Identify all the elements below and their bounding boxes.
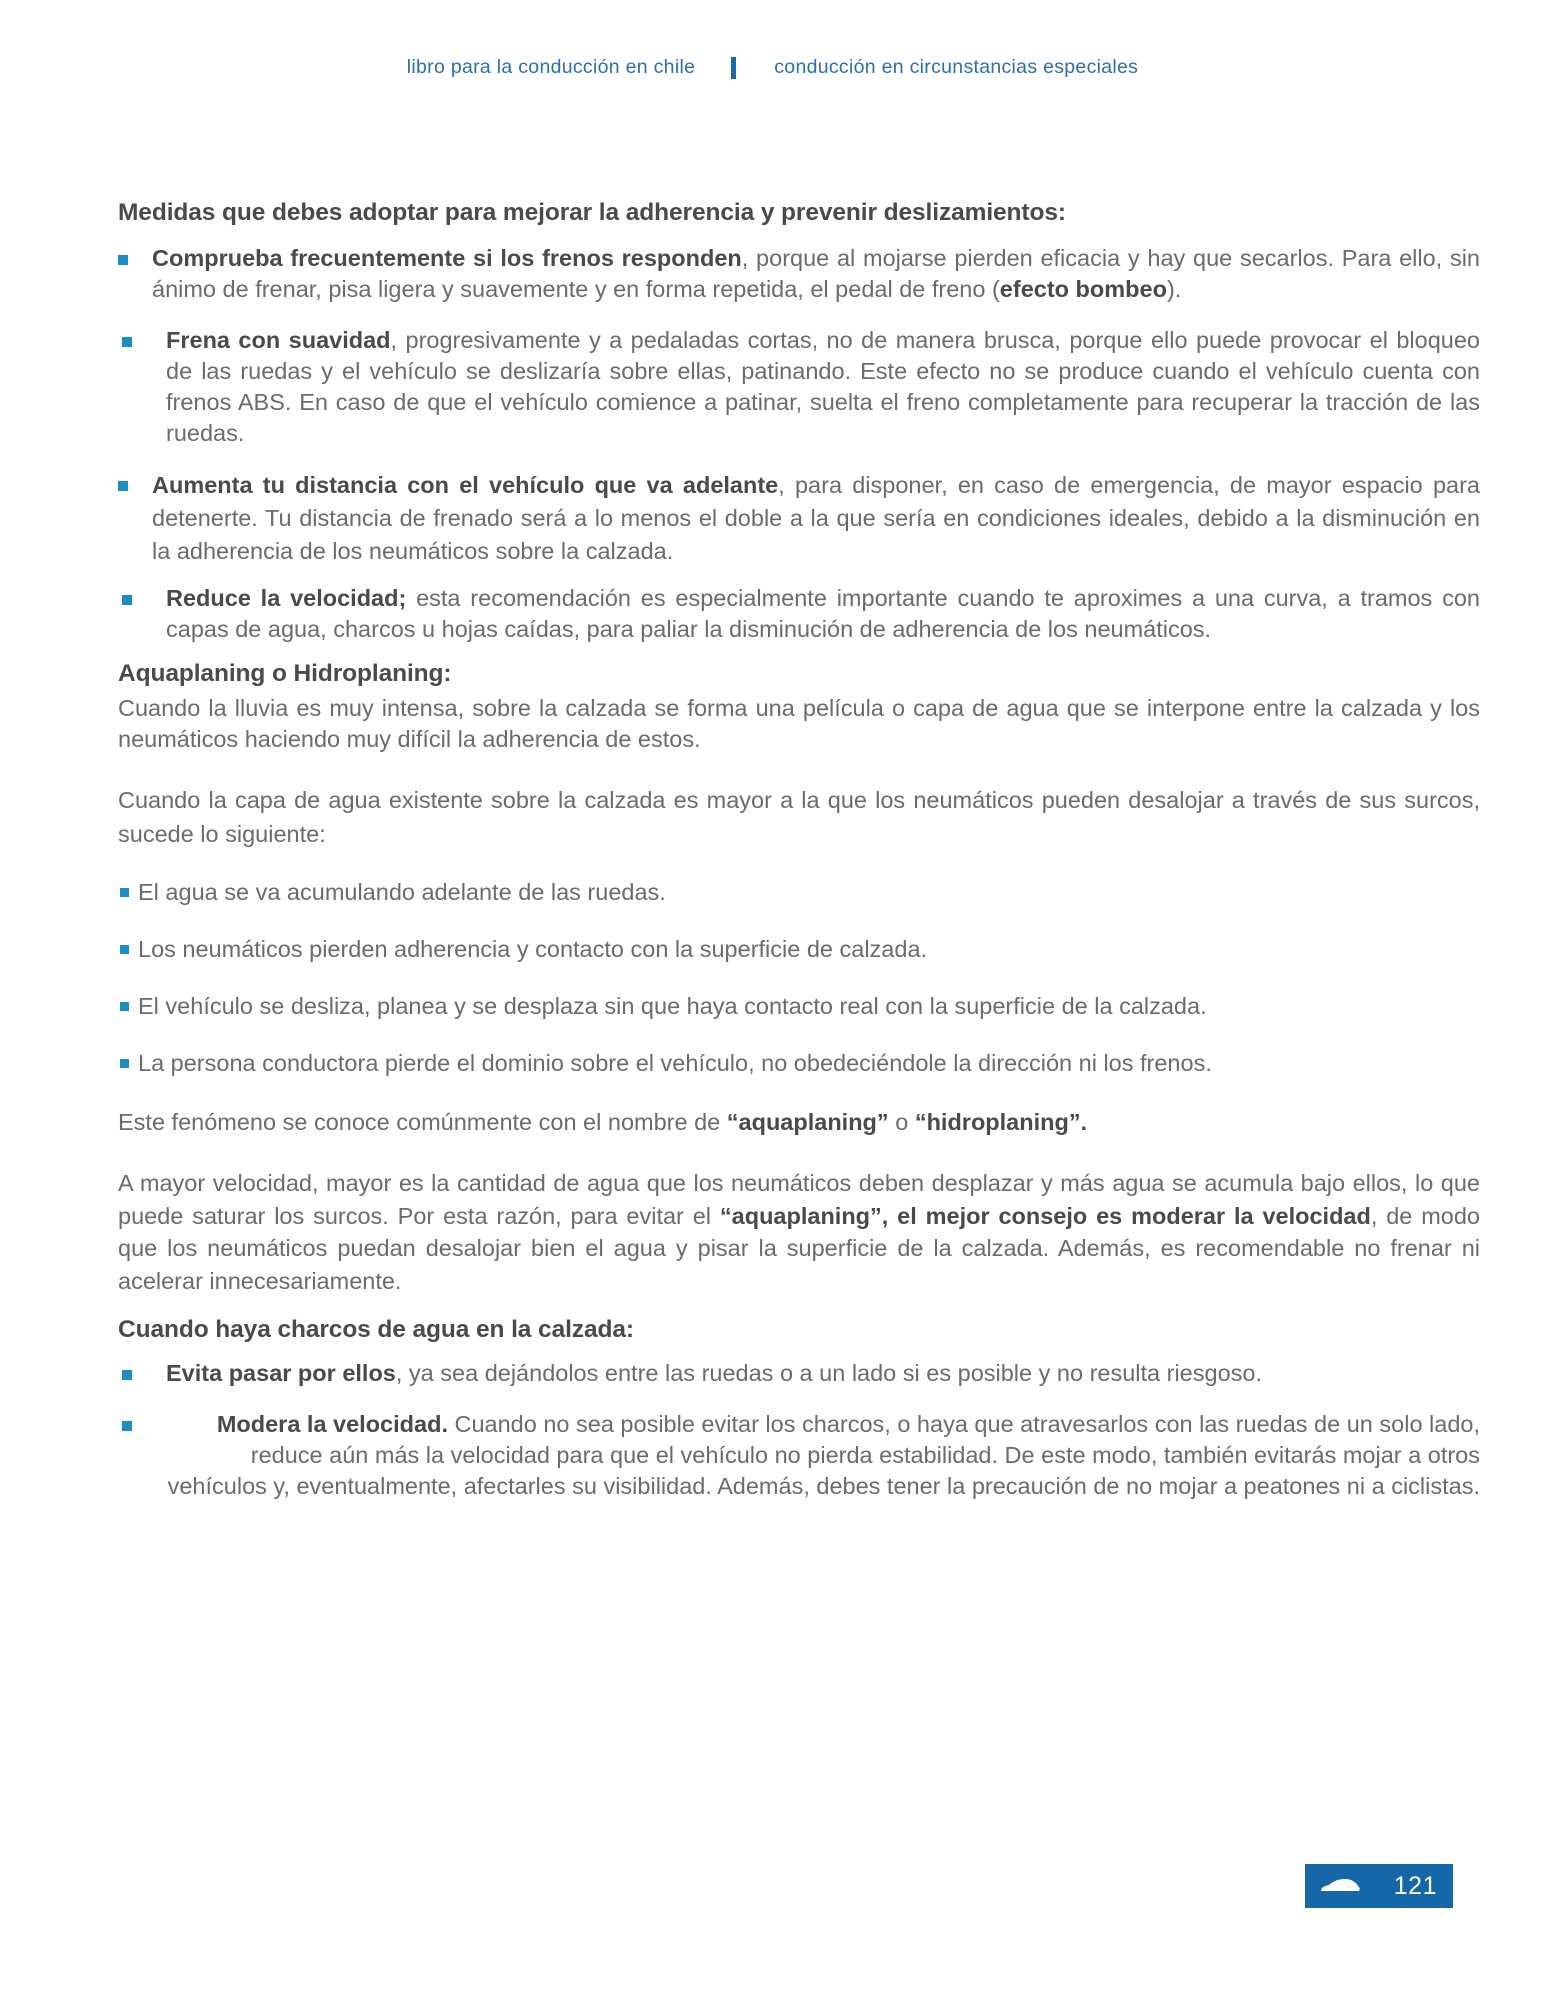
header-book-title: libro para la conducción en chile — [406, 56, 696, 78]
bullet-text: esta recomendación es especialmente importante cuando te aproximes a una curva, a tramos con capas de agua, charcos u hojas caídas, para paliar la disminución de adherencia de los neumáticos. — [166, 584, 1480, 642]
bullet-lead-bold: Modera la velocidad. — [216, 1410, 448, 1437]
bullet-tail: ). — [1166, 275, 1182, 302]
bullet-lead-bold: Reduce la velocidad; — [166, 584, 407, 611]
bullet-text: , progresivamente y a pedaladas cortas, no de manera brusca, porque ello puede provocar el bloqueo de las ruedas y el vehículo se deslizaría sobre ellas, patinando. Este efecto no se produce cuando el vehículo cuenta con frenos ABS. En caso de que el vehículo comience a patinar, suelta el freno completamente para recuperar la tracción de las ruedas. — [166, 326, 1480, 446]
bullet-inline-bold: efecto bombeo — [999, 275, 1167, 302]
para4-tail: , de modo que los neumáticos puedan desalojar bien el agua y pisar la superficie de la calzada. Además, es recomendable no frenar ni acelerar innecesariamente. — [118, 1202, 1480, 1294]
aquaplaning-para-1: Cuando la lluvia es muy intensa, sobre la calzada se forma una película o capa de agua que se interpone entre la calzada y los neumáticos haciendo muy difícil la adherencia de estos. — [118, 695, 1480, 752]
page-number-badge — [1305, 1864, 1453, 1908]
bullet-text: , para disponer, en caso de emergencia, de mayor espacio para detenerte. Tu distancia de frenado será a lo menos el doble a la que sería en condiciones ideales, debido a la disminución en la adherencia de los neumáticos sobre la calzada. — [152, 471, 1480, 565]
list-item — [118, 1358, 1480, 1389]
charcos-list — [118, 1358, 1480, 1502]
bullet-lead-bold: Evita pasar por ellos — [166, 1359, 396, 1386]
list-item — [118, 243, 1480, 305]
list-item — [118, 325, 1480, 449]
aquaplaning-effects-list — [118, 877, 1480, 1079]
list-item — [118, 469, 1480, 569]
para3-mid: o — [888, 1108, 915, 1135]
bullet-lead-bold: Frena con suavidad — [166, 326, 391, 353]
para4-pre: A mayor velocidad, mayor es la cantidad de agua que los neumáticos deben desplazar y más agua se acumula bajo ellos, lo que puede saturar los surcos. Por esta razón, para evitar el — [118, 1170, 1480, 1229]
list-item — [118, 583, 1480, 645]
para3-bold-aquaplaning: “aquaplaning” — [726, 1108, 889, 1135]
list-item: Los neumáticos pierden adherencia y contacto con la superficie de calzada. — [118, 934, 1480, 965]
car-icon — [1319, 1876, 1361, 1896]
header-chapter-title: conducción en circunstancias especiales — [774, 56, 1139, 78]
para3-pre: Este fenómeno se conoce comúnmente con el nombre de — [118, 1108, 727, 1135]
page-number: 121 — [1393, 1871, 1437, 1900]
page-header — [0, 56, 1545, 79]
list-item: El agua se va acumulando adelante de las ruedas. — [118, 877, 1480, 908]
bullet-text: Cuando no sea posible evitar los charcos, o haya que atravesarlos con las ruedas de un solo lado, reduce aún más la velocidad para que el vehículo no pierda estabilidad. De este modo, también evitarás mojar a otros vehículos y, eventualmente, afectarles su visibilidad. Además, debes tener la precaución de no mojar a peatones ni a ciclistas. — [167, 1410, 1480, 1499]
bullet-lead-bold: Aumenta tu distancia con el vehículo que va adelante — [152, 471, 779, 498]
list-item: La persona conductora pierde el dominio sobre el vehículo, no obedeciéndole la dirección ni los frenos. — [118, 1048, 1480, 1079]
section-title-medidas: Medidas que debes adoptar para mejorar la adherencia y prevenir deslizamientos: — [118, 199, 1066, 226]
measures-list — [118, 243, 1480, 645]
list-item — [118, 1409, 1480, 1502]
para4-bold: “aquaplaning”, el mejor consejo es moderar la velocidad — [719, 1202, 1371, 1229]
bullet-lead-bold: Comprueba frecuentemente si los frenos responden — [152, 244, 742, 271]
bullet-text: , ya sea dejándolos entre las ruedas o a un lado si es posible y no resulta riesgoso. — [395, 1359, 1262, 1386]
para3-bold-hidroplaning: “hidroplaning”. — [914, 1108, 1088, 1135]
bullet-text: , porque al mojarse pierden eficacia y hay que secarlos. Para ello, sin ánimo de frenar, pisa ligera y suavemente y en forma repetida, el pedal de freno ( — [152, 244, 1480, 302]
aquaplaning-para-2: Cuando la capa de agua existente sobre la calzada es mayor a la que los neumáticos pueden desalojar a través de sus surcos, sucede lo siguiente: — [118, 786, 1480, 847]
page-content — [118, 198, 1480, 1516]
aquaplaning-para-4 — [118, 1167, 1480, 1297]
section-title-aquaplaning: Aquaplaning o Hidroplaning: — [118, 659, 452, 687]
list-item: El vehículo se desliza, planea y se desplaza sin que haya contacto real con la superficie de la calzada. — [118, 991, 1480, 1022]
aquaplaning-para-3 — [118, 1107, 1480, 1138]
section-title-charcos: Cuando haya charcos de agua en la calzada: — [118, 1315, 634, 1343]
